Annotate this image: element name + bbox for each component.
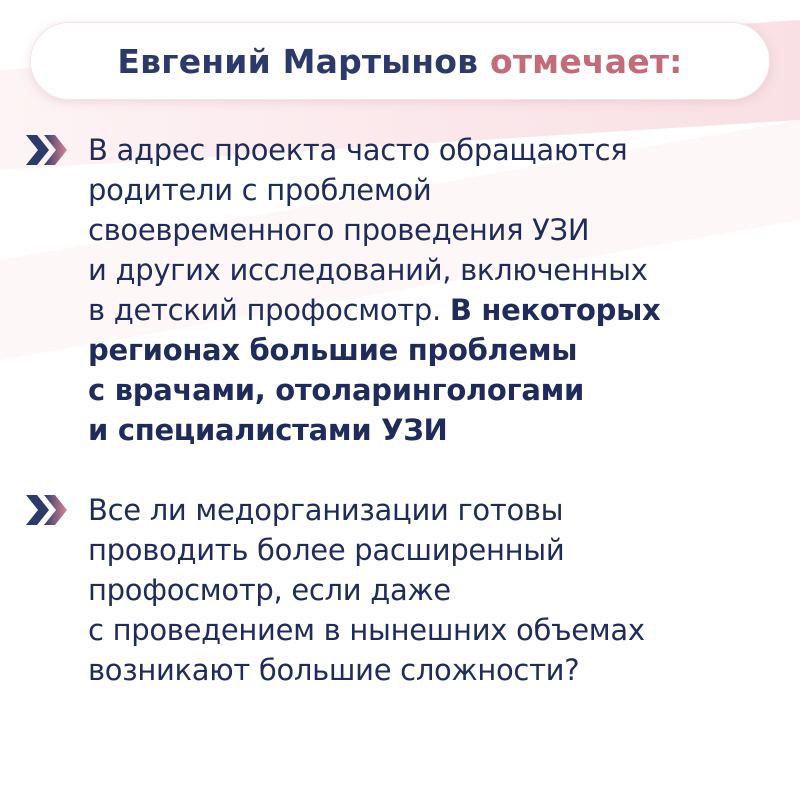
text-line: Все ли медорганизации готовы xyxy=(88,493,564,527)
text-line-bold: и специалистами УЗИ xyxy=(88,413,448,447)
text-line-bold: регионах большие проблемы xyxy=(88,333,578,367)
speaker-verb: отмечает: xyxy=(489,41,683,81)
bullet-text-2 xyxy=(88,490,770,690)
double-chevron-right-icon xyxy=(24,492,72,528)
speaker-name: Евгений Мартынов xyxy=(117,41,479,81)
content-area xyxy=(0,130,800,730)
text-line-mixed xyxy=(88,290,770,330)
bullet-point-1 xyxy=(0,130,800,450)
text-bold-part: В некоторых xyxy=(449,293,661,327)
text-line: и других исследований, включенных xyxy=(88,253,648,287)
bullet-text-1 xyxy=(88,130,770,450)
bullet-point-2 xyxy=(0,490,800,690)
text-line: профосмотр, если даже xyxy=(88,573,451,607)
text-line: родители с проблемой xyxy=(88,173,432,207)
text-line: возникают большие сложности? xyxy=(88,653,580,687)
text-regular-part: в детский профосмотр. xyxy=(88,293,450,327)
header-banner xyxy=(30,22,770,100)
text-line: В адрес проекта часто обращаются xyxy=(88,133,628,167)
text-line-bold: с врачами, отоларингологами xyxy=(88,373,585,407)
text-line: своевременного проведения УЗИ xyxy=(88,213,590,247)
page-title xyxy=(117,42,682,81)
text-line: с проведением в нынешних объемах xyxy=(88,613,645,647)
double-chevron-right-icon xyxy=(24,132,72,168)
text-line: проводить более расширенный xyxy=(88,533,565,567)
